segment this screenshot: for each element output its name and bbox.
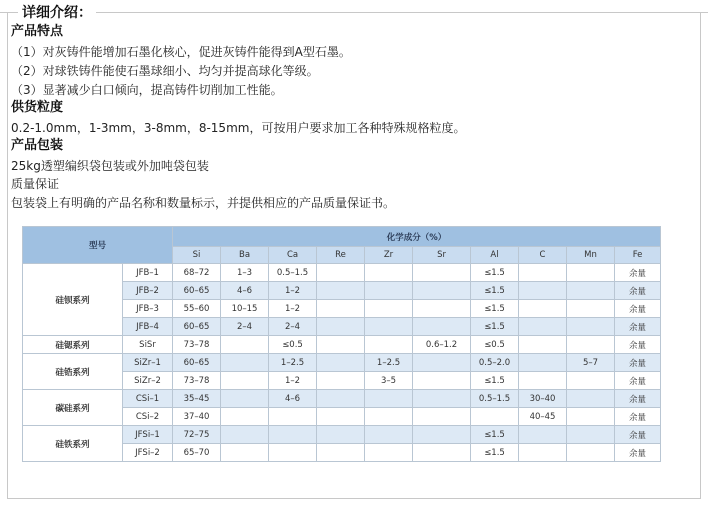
- value-cell: 1–2.5: [269, 354, 317, 372]
- value-cell: 60–65: [173, 318, 221, 336]
- quality-text: 包装袋上有明确的产品名称和数量标示，并提供相应的产品质量保证书。: [11, 196, 396, 210]
- composition-table: [22, 226, 660, 468]
- value-cell: ≤1.5: [471, 264, 519, 282]
- value-cell: [567, 426, 615, 444]
- model-cell: CSi–2: [123, 408, 173, 426]
- value-cell: 余量: [615, 390, 661, 408]
- value-cell: [365, 336, 413, 354]
- value-cell: [519, 282, 567, 300]
- quality-line: 质量保证: [11, 177, 60, 191]
- value-cell: 余量: [615, 354, 661, 372]
- value-cell: [519, 336, 567, 354]
- value-cell: [269, 408, 317, 426]
- model-header: 型号: [23, 227, 173, 264]
- value-cell: [221, 354, 269, 372]
- value-cell: [365, 408, 413, 426]
- value-cell: 4–6: [269, 390, 317, 408]
- value-cell: [317, 354, 365, 372]
- value-cell: [413, 390, 471, 408]
- value-cell: 余量: [615, 336, 661, 354]
- value-cell: 73–78: [173, 336, 221, 354]
- value-cell: 72–75: [173, 426, 221, 444]
- value-cell: 40–45: [519, 408, 567, 426]
- value-cell: 3–5: [365, 372, 413, 390]
- value-cell: 37–40: [173, 408, 221, 426]
- value-cell: [317, 300, 365, 318]
- value-cell: [413, 264, 471, 282]
- value-cell: [567, 264, 615, 282]
- value-cell: ≤1.5: [471, 318, 519, 336]
- value-cell: [365, 282, 413, 300]
- model-cell: JFSi–1: [123, 426, 173, 444]
- table-row: [23, 390, 661, 408]
- value-cell: [567, 282, 615, 300]
- value-cell: [317, 372, 365, 390]
- value-cell: 73–78: [173, 372, 221, 390]
- table-row: [23, 336, 661, 354]
- element-header: Zr: [365, 247, 413, 264]
- value-cell: 2–4: [221, 318, 269, 336]
- value-cell: [519, 264, 567, 282]
- value-cell: ≤1.5: [471, 444, 519, 462]
- series-name: 硅钡系列: [23, 264, 123, 336]
- value-cell: [567, 336, 615, 354]
- granularity-heading: 供货粒度: [11, 100, 64, 115]
- value-cell: 60–65: [173, 282, 221, 300]
- value-cell: 余量: [615, 372, 661, 390]
- value-cell: [221, 390, 269, 408]
- value-cell: [221, 372, 269, 390]
- model-cell: JFSi–2: [123, 444, 173, 462]
- value-cell: [413, 354, 471, 372]
- value-cell: 余量: [615, 426, 661, 444]
- value-cell: [519, 444, 567, 462]
- value-cell: 余量: [615, 408, 661, 426]
- value-cell: [317, 264, 365, 282]
- element-header: C: [519, 247, 567, 264]
- table-row: [23, 426, 661, 444]
- value-cell: [567, 444, 615, 462]
- value-cell: [413, 282, 471, 300]
- value-cell: 60–65: [173, 354, 221, 372]
- value-cell: ≤1.5: [471, 282, 519, 300]
- value-cell: [413, 426, 471, 444]
- value-cell: [413, 444, 471, 462]
- table-row: [23, 264, 661, 282]
- value-cell: 0.5–1.5: [269, 264, 317, 282]
- value-cell: [365, 426, 413, 444]
- value-cell: [317, 390, 365, 408]
- value-cell: [317, 282, 365, 300]
- value-cell: [519, 300, 567, 318]
- section-title: 详细介绍：: [18, 4, 96, 22]
- value-cell: [519, 318, 567, 336]
- value-cell: [567, 390, 615, 408]
- value-cell: [365, 300, 413, 318]
- value-cell: 5–7: [567, 354, 615, 372]
- value-cell: 35–45: [173, 390, 221, 408]
- value-cell: [567, 372, 615, 390]
- value-cell: [221, 336, 269, 354]
- value-cell: 0.5–2.0: [471, 354, 519, 372]
- granularity-text: 0.2-1.0mm，1-3mm，3-8mm，8-15mm，可按用户要求加工各种特殊规格粒度。: [11, 121, 466, 135]
- element-header: Ba: [221, 247, 269, 264]
- model-cell: SiZr–2: [123, 372, 173, 390]
- value-cell: [567, 300, 615, 318]
- value-cell: [317, 336, 365, 354]
- value-cell: [519, 354, 567, 372]
- value-cell: [317, 426, 365, 444]
- model-cell: JFB–1: [123, 264, 173, 282]
- value-cell: 余量: [615, 318, 661, 336]
- value-cell: 65–70: [173, 444, 221, 462]
- table-row: [23, 354, 661, 372]
- value-cell: 余量: [615, 444, 661, 462]
- feature-item: （3）显著减少白口倾向，提高铸件切削加工性能。: [11, 83, 283, 97]
- value-cell: [365, 264, 413, 282]
- value-cell: [413, 318, 471, 336]
- model-cell: SiZr–1: [123, 354, 173, 372]
- value-cell: [221, 444, 269, 462]
- value-cell: [317, 408, 365, 426]
- feature-item: （1）对灰铸件能增加石墨化核心，促进灰铸件能得到A型石墨。: [11, 45, 351, 59]
- value-cell: 0.6–1.2: [413, 336, 471, 354]
- value-cell: ≤1.5: [471, 372, 519, 390]
- value-cell: [221, 426, 269, 444]
- value-cell: ≤1.5: [471, 426, 519, 444]
- value-cell: 30–40: [519, 390, 567, 408]
- feature-item: （2）对球铁铸件能使石墨球细小、均匀并提高球化等级。: [11, 64, 319, 78]
- value-cell: 余量: [615, 264, 661, 282]
- value-cell: [519, 372, 567, 390]
- value-cell: [413, 408, 471, 426]
- value-cell: [269, 426, 317, 444]
- value-cell: ≤1.5: [471, 300, 519, 318]
- series-name: 硅铁系列: [23, 426, 123, 462]
- value-cell: [365, 444, 413, 462]
- value-cell: 1–2: [269, 300, 317, 318]
- value-cell: [567, 318, 615, 336]
- model-cell: JFB–2: [123, 282, 173, 300]
- value-cell: 2–4: [269, 318, 317, 336]
- value-cell: [317, 444, 365, 462]
- value-cell: [471, 408, 519, 426]
- features-heading: 产品特点: [11, 24, 64, 39]
- value-cell: ≤0.5: [269, 336, 317, 354]
- series-name: 硅锆系列: [23, 354, 123, 390]
- value-cell: 0.5–1.5: [471, 390, 519, 408]
- value-cell: 1–2.5: [365, 354, 413, 372]
- element-header: Si: [173, 247, 221, 264]
- value-cell: [269, 444, 317, 462]
- model-cell: CSi–1: [123, 390, 173, 408]
- value-cell: 余量: [615, 300, 661, 318]
- value-cell: 4–6: [221, 282, 269, 300]
- series-name: 碳硅系列: [23, 390, 123, 426]
- value-cell: 余量: [615, 282, 661, 300]
- value-cell: 1–3: [221, 264, 269, 282]
- value-cell: [567, 408, 615, 426]
- model-cell: JFB–3: [123, 300, 173, 318]
- value-cell: [519, 426, 567, 444]
- value-cell: 1–2: [269, 282, 317, 300]
- value-cell: [317, 318, 365, 336]
- series-name: 硅锶系列: [23, 336, 123, 354]
- model-cell: SiSr: [123, 336, 173, 354]
- value-cell: [413, 300, 471, 318]
- element-header: Mn: [567, 247, 615, 264]
- value-cell: ≤0.5: [471, 336, 519, 354]
- value-cell: 10–15: [221, 300, 269, 318]
- value-cell: [365, 318, 413, 336]
- value-cell: [221, 408, 269, 426]
- packaging-line: 25kg透塑编织袋包装或外加吨袋包装: [11, 159, 209, 173]
- element-header: Sr: [413, 247, 471, 264]
- model-cell: JFB–4: [123, 318, 173, 336]
- value-cell: [413, 372, 471, 390]
- element-header: Al: [471, 247, 519, 264]
- element-header: Fe: [615, 247, 661, 264]
- packaging-heading: 产品包装: [11, 138, 64, 153]
- element-header: Re: [317, 247, 365, 264]
- value-cell: [365, 390, 413, 408]
- element-header: Ca: [269, 247, 317, 264]
- composition-header: 化学成分（%）: [173, 227, 661, 247]
- value-cell: 68–72: [173, 264, 221, 282]
- value-cell: 1–2: [269, 372, 317, 390]
- value-cell: 55–60: [173, 300, 221, 318]
